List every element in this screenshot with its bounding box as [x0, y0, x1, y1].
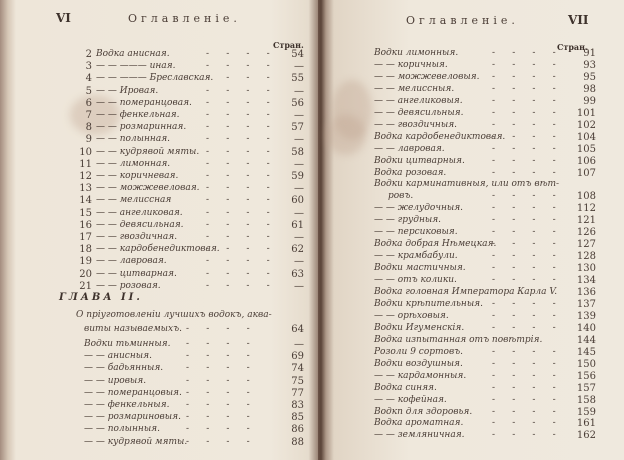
entry-title: — — земляничная. — [374, 430, 465, 441]
leader-dots: - - - - — [492, 155, 556, 166]
leader-dots: - - - - — [492, 167, 556, 178]
leader-dots: - - - - — [186, 412, 250, 423]
page-number: 85 — [291, 412, 304, 424]
entry-title: — — фенкельныя. — [84, 400, 170, 410]
leader-dots: - - - - — [492, 191, 556, 202]
leader-dots: - - - - — [492, 95, 556, 106]
page-number: 83 — [291, 400, 304, 411]
entry-title: Водки воздушныя. — [374, 358, 463, 369]
entry-title: — — ——— Бреславская. — [96, 73, 214, 84]
entry-title: — — розовая. — [96, 280, 161, 291]
leader-dots: - - - - — [492, 310, 556, 321]
entry-title: Водка синяя. — [374, 382, 437, 393]
folio-number: VI — [56, 11, 71, 25]
page-number: — — [294, 232, 304, 243]
page-number: 63 — [291, 268, 304, 280]
entry-number: 10 — [79, 146, 92, 158]
entry-title: Водки лимонныя. — [374, 48, 459, 58]
entry-title: Водка изпытанная отъ повѣтрія. — [374, 334, 543, 345]
entry-title: Водка анисная. — [96, 49, 170, 59]
entry-title: — — девясильная. — [96, 219, 184, 230]
leader-dots: - - - - — [492, 406, 556, 417]
leader-dots: - - - - — [492, 394, 556, 405]
page-number: 130 — [576, 263, 596, 275]
entry-number: 8 — [85, 122, 92, 134]
page-number: 58 — [291, 146, 304, 158]
leader-dots: - - - - — [206, 134, 270, 145]
page-number: 98 — [583, 83, 596, 95]
entry-title: — — желудочныя. — [374, 203, 464, 214]
entry-number: 21 — [79, 280, 92, 292]
page-number: — — [294, 85, 304, 97]
entry-number: 19 — [79, 256, 92, 268]
leader-dots: - - - - — [186, 375, 250, 386]
entry-title: — — гвоздичныя. — [374, 119, 458, 130]
leader-dots: - - - - — [492, 119, 556, 130]
entry-title: — — персиковыя. — [374, 227, 458, 238]
leader-dots: - - - - — [492, 227, 556, 238]
leader-dots: - - - - — [186, 424, 250, 435]
page-number: — — [294, 207, 304, 219]
entry-number: 9 — [85, 134, 92, 146]
leader-dots: - - - - — [206, 49, 270, 59]
entry-title: — — кофейная. — [374, 394, 447, 405]
entry-title: — — померанцовыя. — [84, 387, 182, 398]
page-number: 106 — [576, 155, 596, 167]
leader-dots: - - - - — [492, 239, 556, 250]
toc-entry — [84, 437, 304, 451]
leader-dots: - - - - — [206, 219, 270, 230]
entry-title: Водка кардобенедиктовая. — [374, 131, 506, 142]
page-number: 150 — [576, 358, 596, 370]
entry-number: 5 — [85, 85, 92, 97]
entry-number: 16 — [79, 219, 92, 231]
entry-title: Водки крѣпительныя. — [374, 298, 484, 309]
page-number: 57 — [291, 122, 304, 134]
leader-dots: - - - - — [206, 207, 270, 218]
entry-number: 2 — [85, 49, 92, 60]
leader-dots: - - - - — [492, 203, 556, 214]
page-number: 107 — [576, 167, 596, 179]
leader-dots: - - - - — [206, 61, 270, 72]
entry-title: — — розмариновыя. — [84, 412, 181, 423]
leader-dots: - - - - — [206, 195, 270, 206]
page-number: — — [294, 134, 304, 146]
page-number: 156 — [576, 370, 596, 382]
leader-dots: - - - - — [206, 256, 270, 267]
page-number: 144 — [576, 334, 596, 346]
entry-number: 20 — [79, 268, 92, 280]
page-number: 99 — [583, 95, 596, 107]
page-number: — — [294, 110, 304, 121]
page-number: 59 — [291, 171, 304, 182]
page-number: 64 — [291, 324, 304, 335]
right-page — [318, 0, 624, 460]
page-number: 121 — [576, 215, 596, 227]
entry-title: — — грудныя. — [374, 215, 442, 226]
entry-title: — — ——— иная. — [96, 61, 176, 72]
entry-title: — — полынныя. — [84, 424, 161, 435]
leader-dots: - - - - — [186, 363, 250, 374]
page-column-label: Стран. — [273, 40, 304, 50]
entry-number: 7 — [85, 110, 92, 121]
leader-dots: - - - - — [492, 107, 556, 118]
leader-dots: - - - - — [186, 324, 250, 334]
entry-title: — — ировыя. — [84, 375, 147, 386]
entry-number: 4 — [85, 73, 92, 85]
entry-title: Водка головная Императора Карла V. — [374, 287, 558, 297]
chapter-intro-cont — [84, 324, 304, 338]
entry-number: 15 — [79, 207, 92, 219]
entry-number: 17 — [79, 232, 92, 243]
entry-title: — — мелиссныя. — [374, 83, 455, 94]
page-number: 75 — [291, 375, 304, 387]
page-number: 62 — [291, 244, 304, 256]
leader-dots: - - - - — [492, 251, 556, 262]
entry-title: ровъ. — [388, 191, 414, 202]
leader-dots: - - - - — [206, 280, 270, 291]
chapter-intro-line2: виты называемыхъ. — [84, 324, 182, 334]
page-number: 162 — [576, 430, 596, 442]
entry-number: 11 — [79, 158, 92, 170]
entry-title: — — отъ колики. — [374, 275, 457, 286]
leader-dots: - - - - — [206, 183, 270, 194]
leader-dots: - - - - — [206, 122, 270, 133]
leader-dots: - - - - — [492, 346, 556, 357]
page-number: 93 — [583, 59, 596, 71]
page-number: 56 — [291, 97, 304, 109]
entry-title: — — коричныя. — [374, 59, 448, 70]
page-number: 105 — [576, 143, 596, 155]
page-number: 54 — [291, 49, 304, 60]
page-number: 112 — [576, 203, 596, 215]
entry-title: — — кудрявой мяты. — [84, 436, 188, 447]
leader-dots: - - - - — [206, 97, 270, 108]
page-number: 102 — [576, 119, 596, 131]
chapter-heading: ГЛАВА II. — [59, 292, 143, 303]
page-number: 101 — [576, 107, 596, 119]
leader-dots: - - - - — [492, 298, 556, 309]
entry-title: — — мелиссная — [96, 195, 172, 206]
entry-title: — — ангеликовая. — [96, 207, 183, 218]
page-number: — — [294, 183, 304, 195]
page-number: — — [294, 280, 304, 292]
page-number: — — [294, 61, 304, 73]
running-header: Оглавленіе. — [406, 14, 519, 27]
leader-dots: - - - - — [186, 400, 250, 410]
page-column-label: Стран. — [557, 42, 588, 52]
entry-title: — — можжевеловая. — [96, 183, 200, 194]
leader-dots: - - - - — [492, 358, 556, 369]
leader-dots: - - - - — [206, 244, 270, 255]
entry-title: — — кардамонныя. — [374, 370, 467, 381]
entry-title: Водки мастичныя. — [374, 263, 466, 274]
leader-dots: - - - - — [206, 171, 270, 181]
entry-title: — — анисныя. — [84, 351, 152, 362]
page-number: 61 — [291, 219, 304, 231]
page-number: 88 — [291, 436, 304, 448]
page-number: 128 — [576, 251, 596, 263]
page-number: 127 — [576, 239, 596, 251]
entry-title: — — розмаринная. — [96, 122, 187, 133]
page-number: 55 — [291, 73, 304, 85]
entry-title: Водкп для здоровья. — [374, 406, 473, 417]
leader-dots: - - - - — [492, 418, 556, 429]
entry-title: — — можжевеловыя. — [374, 71, 480, 82]
leader-dots: - - - - — [492, 430, 556, 441]
entry-title: Водки тьминныя. — [84, 339, 171, 349]
entry-title: Водка ароматная. — [374, 418, 464, 429]
page-number: 91 — [583, 48, 596, 59]
leader-dots: - - - - — [492, 83, 556, 94]
page-number: 158 — [576, 394, 596, 406]
page-number: 74 — [291, 363, 304, 375]
stain — [326, 115, 366, 155]
entry-title: — — ангеликовыя. — [374, 95, 463, 106]
entry-title: — — Ировая. — [96, 85, 159, 96]
entry-number: 13 — [79, 183, 92, 195]
page-number: 159 — [576, 406, 596, 418]
entry-title: — — лавровая. — [374, 143, 445, 154]
entry-title: — — померанцовая. — [96, 97, 192, 108]
leader-dots: - - - - — [492, 215, 556, 226]
page-number: 145 — [576, 346, 596, 358]
leader-dots: - - - - — [492, 322, 556, 333]
entry-title: — — лимонная. — [96, 158, 171, 169]
leader-dots: - - - - — [186, 339, 250, 349]
entry-title: Розоли 9 сортовъ. — [374, 346, 464, 357]
entry-title: — — полынная. — [96, 134, 171, 145]
page-number: — — [294, 158, 304, 170]
entry-title: — — гвоздичная. — [96, 232, 178, 242]
toc-entry — [374, 430, 594, 444]
entry-title: — — фенкельная. — [96, 110, 180, 120]
leader-dots: - - - - — [206, 232, 270, 242]
leader-dots: - - - - — [186, 351, 250, 362]
page-number: 95 — [583, 71, 596, 83]
entry-title: — — кардобенедиктовая. — [96, 244, 220, 255]
leader-dots: - - - - — [186, 436, 250, 447]
page-number: 140 — [576, 322, 596, 334]
entry-number: 3 — [85, 61, 92, 73]
page-number: 139 — [576, 310, 596, 322]
entry-number: 14 — [79, 195, 92, 207]
entry-title: — — бадьянныя. — [84, 363, 164, 374]
page-number: 60 — [291, 195, 304, 207]
page-number: 108 — [576, 191, 596, 203]
page-number: 86 — [291, 424, 304, 436]
leader-dots: - - - - — [206, 110, 270, 120]
leader-dots: - - - - — [492, 370, 556, 381]
page-number: — — [294, 256, 304, 268]
entry-title: — — девясильныя. — [374, 107, 464, 118]
page-number: 69 — [291, 351, 304, 363]
leader-dots: - - - - — [206, 85, 270, 96]
leader-dots: - - - - — [206, 73, 270, 84]
entry-number: 12 — [79, 171, 92, 182]
page-number: 157 — [576, 382, 596, 394]
entry-title: Водки карминативныя, или отъ вѣт- — [374, 179, 560, 190]
entry-title: — — лавровая. — [96, 256, 167, 267]
entry-title: Водки Игуменскія. — [374, 322, 465, 333]
page-number: 77 — [291, 387, 304, 399]
chapter-intro-line1: О пріуготовленіи лучшихъ водокъ, аква- — [76, 310, 272, 320]
leader-dots: - - - - — [206, 146, 270, 157]
entry-title: — — цитварная. — [96, 268, 177, 279]
page-number: 126 — [576, 227, 596, 239]
leader-dots: - - - - — [492, 275, 556, 286]
entry-title: — — кудрявой мяты. — [96, 146, 200, 157]
entry-title: Водка розовая. — [374, 167, 447, 178]
page-number: 136 — [576, 287, 596, 298]
entry-title: Водка добрая Нѣмецкая. — [374, 239, 497, 250]
leader-dots: - - - - — [206, 268, 270, 279]
leader-dots: - - - - — [492, 48, 556, 58]
leader-dots: - - - - — [492, 143, 556, 154]
page-number: 161 — [576, 418, 596, 430]
leader-dots: - - - - — [492, 382, 556, 393]
leader-dots: - - - - — [186, 387, 250, 398]
leader-dots: - - - - — [492, 263, 556, 274]
page-number: 137 — [576, 298, 596, 310]
entry-title: — — коричневая. — [96, 171, 179, 181]
folio-number: VII — [568, 13, 589, 27]
page-number: 134 — [576, 275, 596, 287]
leader-dots: - - - - — [492, 59, 556, 70]
page-number: — — [294, 339, 304, 350]
entry-number: 18 — [79, 244, 92, 256]
leader-dots: - - - - — [206, 158, 270, 169]
page-number: 104 — [576, 131, 596, 143]
entry-title: — — орѣховыя. — [374, 310, 449, 321]
leader-dots: - - - - — [492, 71, 556, 82]
running-header: Оглавленіе. — [128, 12, 241, 25]
leader-dots: - - - - — [492, 131, 556, 142]
entry-number: 6 — [85, 97, 92, 109]
entry-title: Водки цитварныя. — [374, 155, 465, 166]
entry-title: — — крамбабули. — [374, 251, 458, 262]
